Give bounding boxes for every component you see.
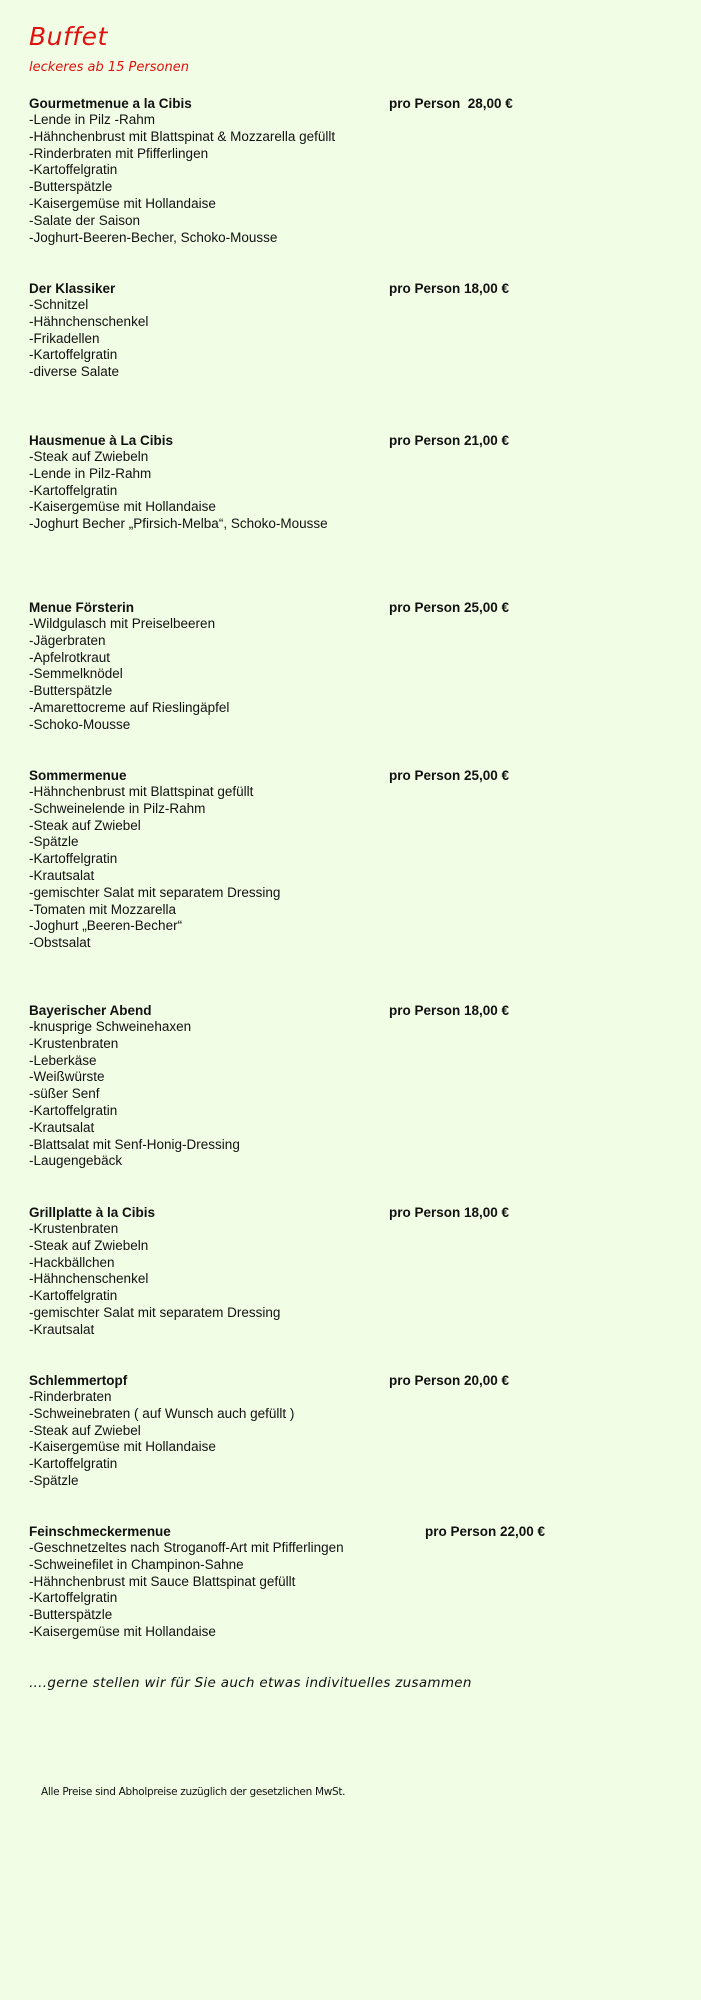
- menu-item-list: [29, 112, 669, 246]
- menu-item: -Geschnetzeltes nach Stroganoff-Art mit Pfifferlingen: [29, 1540, 344, 1555]
- menu-name: Menue Försterin: [29, 600, 135, 615]
- menu-schlemmertopf: [29, 1372, 669, 1490]
- menu-item: -Krautsalat: [29, 1119, 95, 1135]
- menu-item: -Krautsalat: [29, 1321, 95, 1337]
- menu-item-list: [29, 616, 669, 734]
- menu-item: -Laugengebäck: [29, 1153, 123, 1169]
- menu-item: -gemischter Salat mit separatem Dressing: [29, 884, 281, 900]
- menu-item: -Hähnchenbrust mit Blattspinat & Mozzarella gefüllt: [29, 128, 336, 144]
- menu-item: -Joghurt Becher „Pfirsich-Melba“, Schoko-Mousse: [29, 516, 328, 532]
- menu-price: pro Person 25,00 €: [389, 768, 510, 783]
- menu-item: -Kaisergemüse mit Hollandaise: [29, 195, 216, 211]
- menu-item-list: [29, 1540, 669, 1641]
- menu-item-list: [29, 1221, 669, 1339]
- menu-name: Hausmenue à La Cibis: [29, 433, 174, 448]
- menu-sommermenue: [29, 767, 669, 952]
- menu-item: -knusprige Schweinehaxen: [29, 1019, 192, 1034]
- menu-item-list: [29, 1019, 669, 1170]
- menu-item: -Schweinefilet in Champinon-Sahne: [29, 1556, 244, 1572]
- closing-note: ….gerne stellen wir für Sie auch etwas indivituelles zusammen: [29, 1675, 472, 1691]
- menu-item: -Jägerbraten: [29, 632, 106, 648]
- menu-item: -Kaisergemüse mit Hollandaise: [29, 499, 216, 515]
- menu-item-list: [29, 1389, 669, 1490]
- menu-item: -Butterspätzle: [29, 683, 113, 699]
- menu-item: -Krustenbraten: [29, 1035, 119, 1051]
- menu-price: pro Person 25,00 €: [389, 600, 510, 615]
- menu-grillplatte: [29, 1204, 669, 1339]
- menu-name: Schlemmertopf: [29, 1373, 128, 1388]
- menu-item: -Kartoffelgratin: [29, 482, 118, 498]
- menu-item: -Kartoffelgratin: [29, 1590, 118, 1606]
- menu-name: Feinschmeckermenue: [29, 1524, 171, 1539]
- menu-item: -Hähnchenschenkel: [29, 1271, 149, 1287]
- menu-item: -Schweinelende in Pilz-Rahm: [29, 800, 206, 816]
- menu-item: -Salate der Saison: [29, 212, 141, 228]
- menu-item: -Blattsalat mit Senf-Honig-Dressing: [29, 1136, 240, 1152]
- menu-item-list: [29, 784, 669, 952]
- menu-item: -Krustenbraten: [29, 1221, 119, 1236]
- menu-hausmenue: [29, 432, 669, 533]
- menu-item-list: [29, 449, 669, 533]
- menu-price: pro Person 21,00 €: [389, 433, 510, 448]
- menu-item: -Kartoffelgratin: [29, 1288, 118, 1304]
- menu-price: pro Person 20,00 €: [389, 1373, 510, 1388]
- menu-item: -Schweinebraten ( auf Wunsch auch gefüllt ): [29, 1405, 295, 1421]
- menu-item: -Frikadellen: [29, 330, 100, 346]
- menu-name: Bayerischer Abend: [29, 1003, 152, 1018]
- menu-item-list: [29, 297, 669, 381]
- menu-item: -Leberkäse: [29, 1052, 97, 1068]
- menu-item: -Spätzle: [29, 1472, 79, 1488]
- menu-item: -gemischter Salat mit separatem Dressing: [29, 1304, 281, 1320]
- menu-item: -Steak auf Zwiebel: [29, 817, 141, 833]
- price-footnote: Alle Preise sind Abholpreise zuzüglich der gesetzlichen MwSt.: [41, 1786, 346, 1798]
- menu-price: pro Person 18,00 €: [389, 1205, 510, 1220]
- menu-item: -Steak auf Zwiebeln: [29, 449, 149, 464]
- menu-item: -Joghurt-Beeren-Becher, Schoko-Mousse: [29, 229, 278, 245]
- menu-item: -Lende in Pilz -Rahm: [29, 112, 156, 127]
- menu-item: -Schoko-Mousse: [29, 716, 131, 732]
- menu-item: -Steak auf Zwiebel: [29, 1422, 141, 1438]
- menu-item: -Lende in Pilz-Rahm: [29, 465, 152, 481]
- menu-item: -Rinderbraten: [29, 1389, 112, 1404]
- menu-item: -Hähnchenschenkel: [29, 313, 149, 329]
- menu-name: Grillplatte à la Cibis: [29, 1205, 156, 1220]
- menu-item: -Obstsalat: [29, 935, 91, 951]
- menu-name: Sommermenue: [29, 768, 127, 783]
- menu-name: Der Klassiker: [29, 281, 116, 296]
- menu-item: -Kaisergemüse mit Hollandaise: [29, 1439, 216, 1455]
- menu-item: -Rinderbraten mit Pfifferlingen: [29, 145, 209, 161]
- menu-item: -Hähnchenbrust mit Blattspinat gefüllt: [29, 784, 254, 799]
- menu-item: -Joghurt „Beeren-Becher“: [29, 918, 183, 934]
- menu-item: -Tomaten mit Mozzarella: [29, 901, 177, 917]
- menu-item: -Butterspätzle: [29, 179, 113, 195]
- menu-item: -Schnitzel: [29, 297, 89, 312]
- menu-item: -diverse Salate: [29, 364, 120, 380]
- menu-item: -Kartoffelgratin: [29, 1102, 118, 1118]
- menu-item: -Kartoffelgratin: [29, 347, 118, 363]
- menu-item: -Butterspätzle: [29, 1607, 113, 1623]
- menu-feinschmeckermenue: [29, 1523, 669, 1641]
- menu-item: -Steak auf Zwiebeln: [29, 1237, 149, 1253]
- menu-item: -Wildgulasch mit Preiselbeeren: [29, 616, 216, 631]
- menu-gourmetmenue: [29, 95, 669, 246]
- menu-item: -Kaisergemüse mit Hollandaise: [29, 1623, 216, 1639]
- menu-item: -Hackbällchen: [29, 1254, 115, 1270]
- menu-item: -Semmelknödel: [29, 666, 123, 682]
- menu-item: -Apfelrotkraut: [29, 649, 111, 665]
- page-subtitle: leckeres ab 15 Personen: [29, 60, 189, 75]
- menu-price: pro Person 28,00 €: [389, 96, 513, 111]
- menu-item: -Kartoffelgratin: [29, 162, 118, 178]
- menu-price: pro Person 22,00 €: [425, 1524, 546, 1539]
- menu-item: -Kartoffelgratin: [29, 851, 118, 867]
- menu-item: -Amarettocreme auf Rieslingäpfel: [29, 699, 230, 715]
- menu-price: pro Person 18,00 €: [389, 1003, 510, 1018]
- menu-item: -süßer Senf: [29, 1086, 100, 1102]
- menu-item: -Spätzle: [29, 834, 79, 850]
- menu-bayerischer-abend: [29, 1002, 669, 1170]
- menu-item: -Krautsalat: [29, 867, 95, 883]
- menu-item: -Hähnchenbrust mit Sauce Blattspinat gefüllt: [29, 1573, 296, 1589]
- menu-foersterin: [29, 599, 669, 734]
- menu-item: -Kartoffelgratin: [29, 1456, 118, 1472]
- menu-price: pro Person 18,00 €: [389, 281, 510, 296]
- page-title: Buffet: [29, 22, 108, 51]
- menu-der-klassiker: [29, 280, 669, 381]
- menu-item: -Weißwürste: [29, 1069, 105, 1085]
- menu-name: Gourmetmenue a la Cibis: [29, 96, 192, 111]
